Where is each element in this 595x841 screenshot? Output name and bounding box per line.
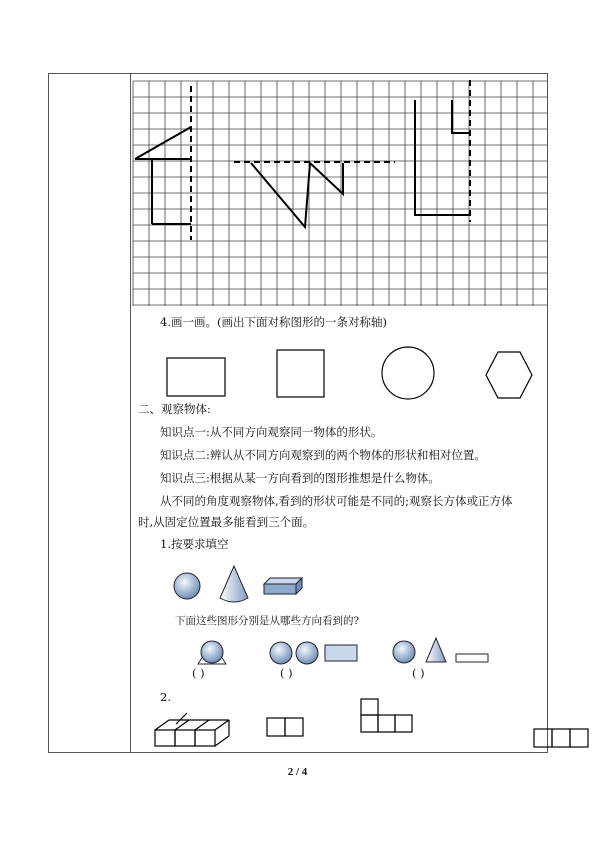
- section2-heading: 二、观察物体:: [138, 402, 211, 416]
- exercise1-question: 下面这些图形分别是从哪些方向看到的?: [175, 615, 360, 627]
- answer-blank-2[interactable]: ( ): [280, 666, 293, 680]
- view-three-squares: [534, 729, 588, 747]
- exercise1-title: 1.按要求填空: [160, 537, 229, 551]
- answer-blank-3[interactable]: ( ): [412, 666, 425, 680]
- page-number: 2 / 4: [287, 766, 308, 778]
- exercise2-title: 2.: [160, 690, 171, 704]
- view-two-squares: [267, 718, 303, 736]
- activity4-title: 4.画一画。(画出下面对称图形的一条对称轴): [160, 315, 387, 329]
- summary-line-1: 从不同的角度观察物体,看到的形状可能是不同的;观察长方体或正方体: [160, 494, 513, 508]
- summary-line-2: 时,从固定位置最多能看到三个面。: [138, 515, 315, 529]
- knowledge-point-1: 知识点一:从不同方向观察同一物体的形状。: [160, 425, 383, 439]
- knowledge-point-2: 知识点二:辨认从不同方向观察到的两个物体的形状和相对位置。: [160, 448, 486, 462]
- answer-blank-1[interactable]: ( ): [192, 666, 205, 680]
- knowledge-point-3: 知识点三:根据从某一方向看到的图形推想是什么物体。: [160, 471, 440, 485]
- cube-stack-3d: [155, 713, 229, 746]
- view-step-shape: [361, 699, 412, 732]
